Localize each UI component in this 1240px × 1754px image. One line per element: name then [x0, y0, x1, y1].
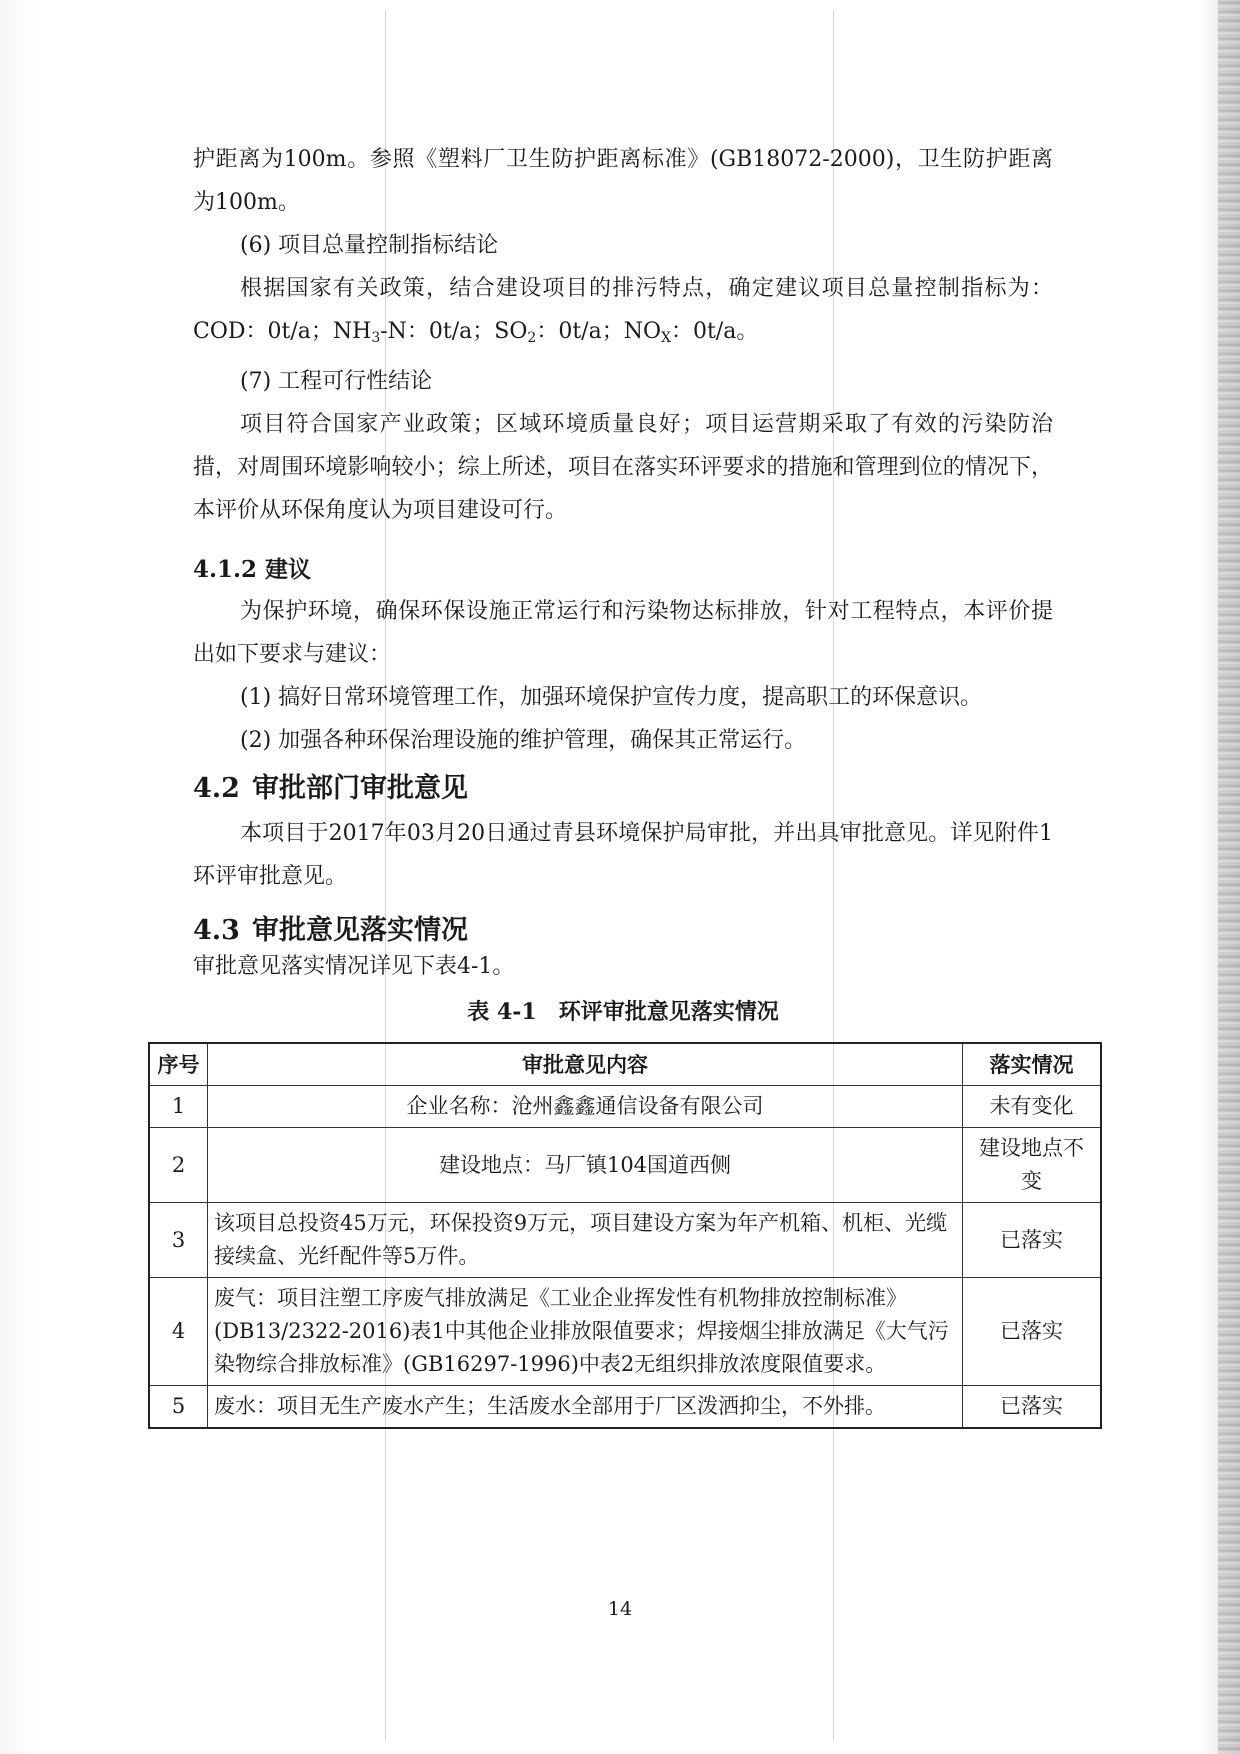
paragraph-continuation: 护距离为100m。参照《塑料厂卫生防护距离标准》(GB18072-2000)，卫生防护距离为100m。	[193, 147, 1053, 215]
table-row	[149, 1128, 1101, 1203]
table-row	[149, 1278, 1101, 1386]
table-row	[149, 1086, 1101, 1128]
row-no: 4	[149, 1278, 208, 1386]
item-7-text: 项目符合国家产业政策；区域环境质量良好；项目运营期采取了有效的污染防治措，对周围环境影响较小；综上所述，项目在落实环评要求的措施和管理到位的情况下，本评价从环保角度认为项目建设可行。	[193, 412, 1053, 523]
section-4-1-2-intro: 为保护环境，确保环保设施正常运行和污染物达标排放，针对工程特点，本评价提出如下要求与建议：	[193, 599, 1053, 667]
row-status: 已落实	[963, 1278, 1102, 1386]
row-no: 5	[149, 1386, 208, 1429]
row-status: 未有变化	[963, 1086, 1102, 1128]
row-no: 1	[149, 1086, 208, 1128]
row-content: 废气：项目注塑工序废气排放满足《工业企业挥发性有机物排放控制标准》(DB13/2322-2016)表1中其他企业排放限值要求；焊接烟尘排放满足《大气污染物综合排放标准》(GB16297-1996)中表2无组织排放浓度限值要求。	[208, 1278, 963, 1386]
document-body	[157, 138, 1084, 1429]
item-6-title: (6) 项目总量控制指标结论	[240, 233, 499, 258]
row-content: 该项目总投资45万元，环保投资9万元，项目建设方案为年产机箱、机柜、光缆接续盒、光纤配件等5万件。	[208, 1203, 963, 1278]
row-content: 废水：项目无生产废水产生；生活废水全部用于厂区泼洒抑尘，不外排。	[208, 1386, 963, 1429]
suggestion-2: (2) 加强各种环保治理设施的维护管理，确保其正常运行。	[240, 728, 807, 753]
row-status: 已落实	[963, 1203, 1102, 1278]
row-content: 企业名称：沧州鑫鑫通信设备有限公司	[208, 1086, 963, 1128]
table-header-row	[149, 1043, 1101, 1086]
header-status: 落实情况	[963, 1043, 1102, 1086]
section-4-1-2-heading: 4.1.2 建议	[193, 556, 312, 583]
header-no: 序号	[149, 1043, 208, 1086]
suggestion-1: (1) 搞好日常环境管理工作，加强环境保护宣传力度，提高职工的环保意识。	[240, 685, 983, 710]
section-4-3-heading: 4.3 审批意见落实情况	[193, 915, 468, 946]
item-7-title: (7) 工程可行性结论	[240, 369, 433, 394]
section-4-3-text: 审批意见落实情况详见下表4-1。	[193, 954, 515, 979]
section-4-2-text: 本项目于2017年03月20日通过青县环境保护局审批，并出具审批意见。详见附件1环评审批意见。	[193, 821, 1053, 889]
row-status: 建设地点不变	[963, 1128, 1102, 1203]
item-6-text: 根据国家有关政策，结合建设项目的排污特点，确定建议项目总量控制指标为：COD：0t/a；$NH_3-N$：0t/a；$SO_2$：0t/a；$NO_X$：0t/a。	[193, 276, 1053, 346]
table-row	[149, 1386, 1101, 1429]
page-number: 14	[607, 1598, 633, 1620]
row-status: 已落实	[963, 1386, 1102, 1429]
table-row	[149, 1203, 1101, 1278]
row-no: 3	[149, 1203, 208, 1278]
row-no: 2	[149, 1128, 208, 1203]
approval-table	[148, 1042, 1102, 1429]
row-content: 建设地点：马厂镇104国道西侧	[208, 1128, 963, 1203]
table-caption: 表 4-1 环评审批意见落实情况	[467, 999, 779, 1025]
section-4-2-heading: 4.2 审批部门审批意见	[193, 773, 468, 804]
scan-edge-texture	[1218, 0, 1240, 1754]
header-content: 审批意见内容	[208, 1043, 963, 1086]
